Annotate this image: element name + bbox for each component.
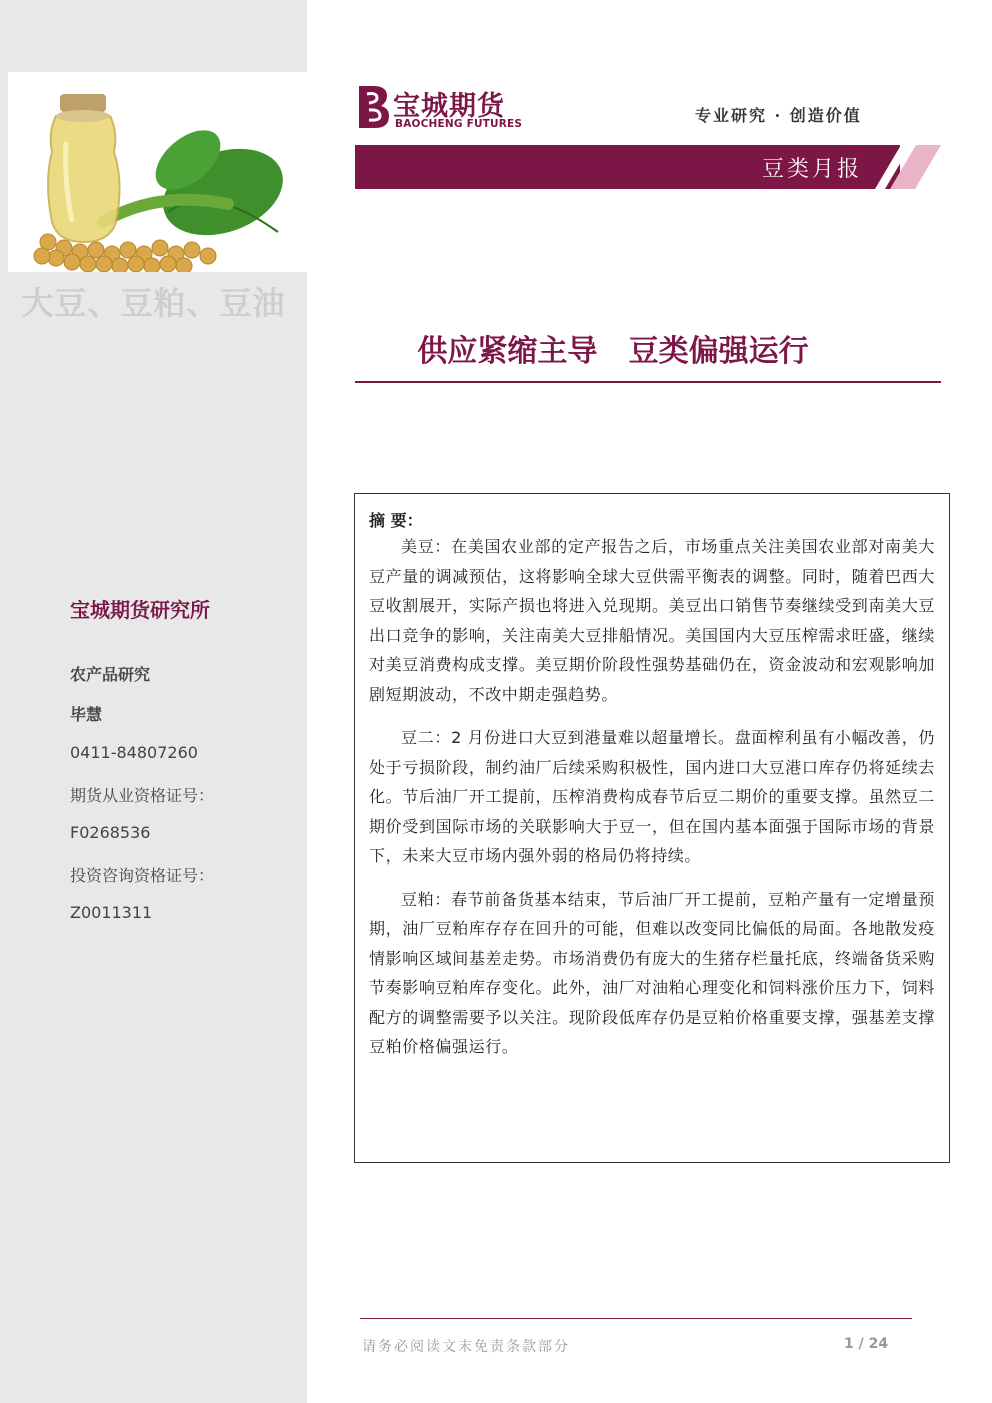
disclaimer-note: 请务必阅读文末免责条款部分 xyxy=(362,1339,570,1355)
summary-paragraph-soymeal: 豆粕：春节前备货基本结束，节后油厂开工提前，豆粕产量有一定增量预期，油厂豆粕库存存在回升的可能，但难以改变同比偏低的局面。各地散发疫情影响区域间基差走势。市场消费仍有庞大的生猪存栏量托底，终端备货采购节奏影响豆粕库存变化。此外，油厂对油粕心理变化和饲料涨价压力下，饲料配方的调整需要予以关注。现阶段低库存仍是豆粕价格重要支撑，强基差支撑豆粕价格偏强运行。 xyxy=(369,889,935,1056)
title-divider xyxy=(355,381,941,383)
category-title: 大豆、豆粕、豆油 xyxy=(21,284,286,322)
futures-cert-label: 期货从业资格证号： xyxy=(70,786,215,805)
report-title: 供应紧缩主导 豆类偏强运行 xyxy=(417,334,809,369)
institute-name: 宝城期货研究所 xyxy=(70,598,210,622)
page-number: 1 / 24 xyxy=(844,1336,889,1352)
research-dept: 农产品研究 xyxy=(70,665,151,684)
report-type: 豆类月报 xyxy=(761,157,862,182)
consult-cert-label: 投资咨询资格证号： xyxy=(70,866,215,885)
summary-paragraph-soy2: 豆二：2 月份进口大豆到港量难以超量增长。盘面榨利虽有小幅改善，仍处于亏损阶段，制约油厂后续采购积极性，国内进口大豆港口库存仍将延续去化。节后油厂开工提前，压榨消费构成春节后豆二期价的重要支撑。虽然豆二期价受到国际市场的关联影响大于豆一，但在国内基本面强于国际市场的背景下，未来大豆市场内强外弱的格局仍将持续。 xyxy=(369,728,935,865)
footer-divider xyxy=(360,1318,912,1319)
summary-box xyxy=(354,493,950,1163)
analyst-name: 毕慧 xyxy=(70,705,103,724)
slogan: 专业研究 · 创造价值 xyxy=(695,106,862,125)
cover-image xyxy=(8,72,307,272)
company-logo xyxy=(355,84,525,132)
soybean-oil-image xyxy=(8,72,307,272)
consult-cert-number: Z0011311 xyxy=(70,903,153,922)
futures-cert-number: F0268536 xyxy=(70,823,151,842)
logo-english: BAOCHENG FUTURES xyxy=(395,118,523,130)
summary-body xyxy=(369,532,935,1076)
logo-chinese: 宝城期货 xyxy=(393,91,505,122)
summary-heading: 摘 要： xyxy=(369,511,423,530)
logo-mark-icon xyxy=(355,84,391,130)
sidebar xyxy=(0,0,307,1403)
phone-number: 0411-84807260 xyxy=(70,743,198,762)
summary-paragraph-us-soy: 美豆：在美国农业部的定产报告之后，市场重点关注美国农业部对南美大豆产量的调减预估，这将影响全球大豆供需平衡表的调整。同时，随着巴西大豆收割展开，实际产损也将进入兑现期。美豆出口销售节奏继续受到南美大豆出口竞争的影响，关注南美大豆排船情况。美国国内大豆压榨需求旺盛，继续对美豆消费构成支撑。美豆期价阶段性强势基础仍在，资金波动和宏观影响加剧短期波动，不改中期走强趋势。 xyxy=(369,537,935,704)
